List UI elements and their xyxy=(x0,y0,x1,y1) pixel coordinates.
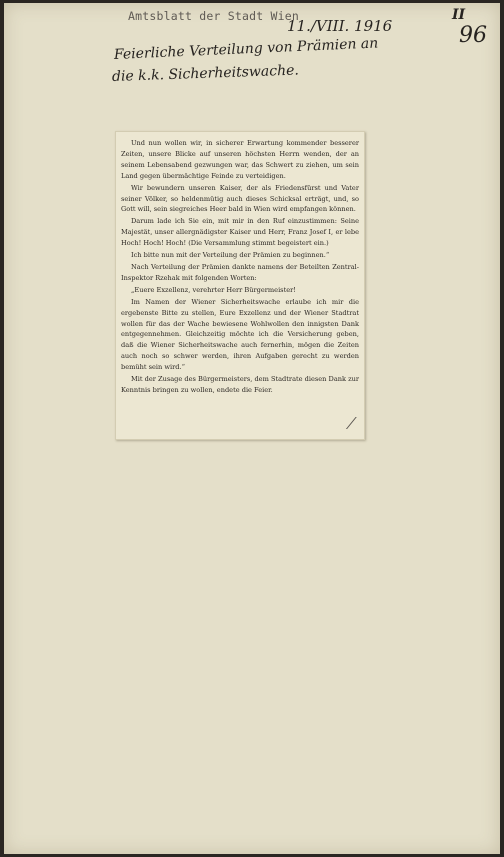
clipping-paragraph-2: Wir bewundern unseren Kaiser, der als Friedensfürst und Vater seiner Völker, so heldenmütig auch dieses Schicksal erträgt, und, so Gott will, sein siegreiches Heer bald in Wien wird empfangen können. xyxy=(121,183,359,214)
clipping-paragraph-3: Darum lade ich Sie ein, mit mir in den Ruf einzustimmen: Seine Majestät, unser allergnädigster Kaiser und Herr, Franz Josef I, er lebe Hoch! Hoch! Hoch! (Die Versammlung stimmt begeistert ein.) xyxy=(121,217,359,248)
handwritten-title-line-1: Feierliche Verteilung von Prämien an xyxy=(113,35,379,63)
clipping-paragraph-6: „Euere Exzellenz, verehrter Herr Bürgermeister! xyxy=(131,285,296,294)
newspaper-clipping xyxy=(115,131,365,440)
pencil-tick-mark: ⁄ xyxy=(350,414,353,433)
archive-sheet xyxy=(4,3,500,854)
handwritten-date: 11./VIII. 1916 xyxy=(287,17,393,35)
clipping-paragraph-7: Im Namen der Wiener Sicherheitswache erlaube ich mir die ergebenste Bitte zu stellen, Eure Exzellenz und der Wiener Stadtrat wollen für das der Wache bewiesene Wohlwollen den innigsten Dank entgegennehmen. Gleichzeitig möchte ich die Versicherung geben, daß die Wiener Sicherheitswache auch fernerhin, mögen die Zeiten auch noch so schwer werden, ihren Aufgaben gerecht zu werden bemüht sein wird.“ xyxy=(121,297,359,372)
clipping-paragraph-4: Ich bitte nun mit der Verteilung der Prämien zu beginnen.“ xyxy=(131,251,330,260)
clipping-paragraph-1: Und nun wollen wir, in sicherer Erwartung kommender besserer Zeiten, unsere Blicke auf unseren höchsten Herrn wenden, der an seinem Lebensabend gezwungen war, das Schwert zu ziehen, um sein Land gegen übermächtige Feinde zu verteidigen. xyxy=(121,139,359,180)
handwritten-roman-mark: II xyxy=(452,7,466,23)
source-stamp: Amtsblatt der Stadt Wien xyxy=(128,9,299,23)
handwritten-page-number: 96 xyxy=(459,23,487,48)
clipping-paragraph-5: Nach Verteilung der Prämien dankte namens der Beteilten Zentral-Inspektor Rzehak mit folgenden Worten: xyxy=(121,262,359,282)
handwritten-title-line-2: die k.k. Sicherheitswache. xyxy=(111,62,300,85)
clipping-paragraph-8: Mit der Zusage des Bürgermeisters, dem Stadtrate diesen Dank zur Kenntnis bringen zu wollen, endete die Feier. xyxy=(121,375,359,394)
